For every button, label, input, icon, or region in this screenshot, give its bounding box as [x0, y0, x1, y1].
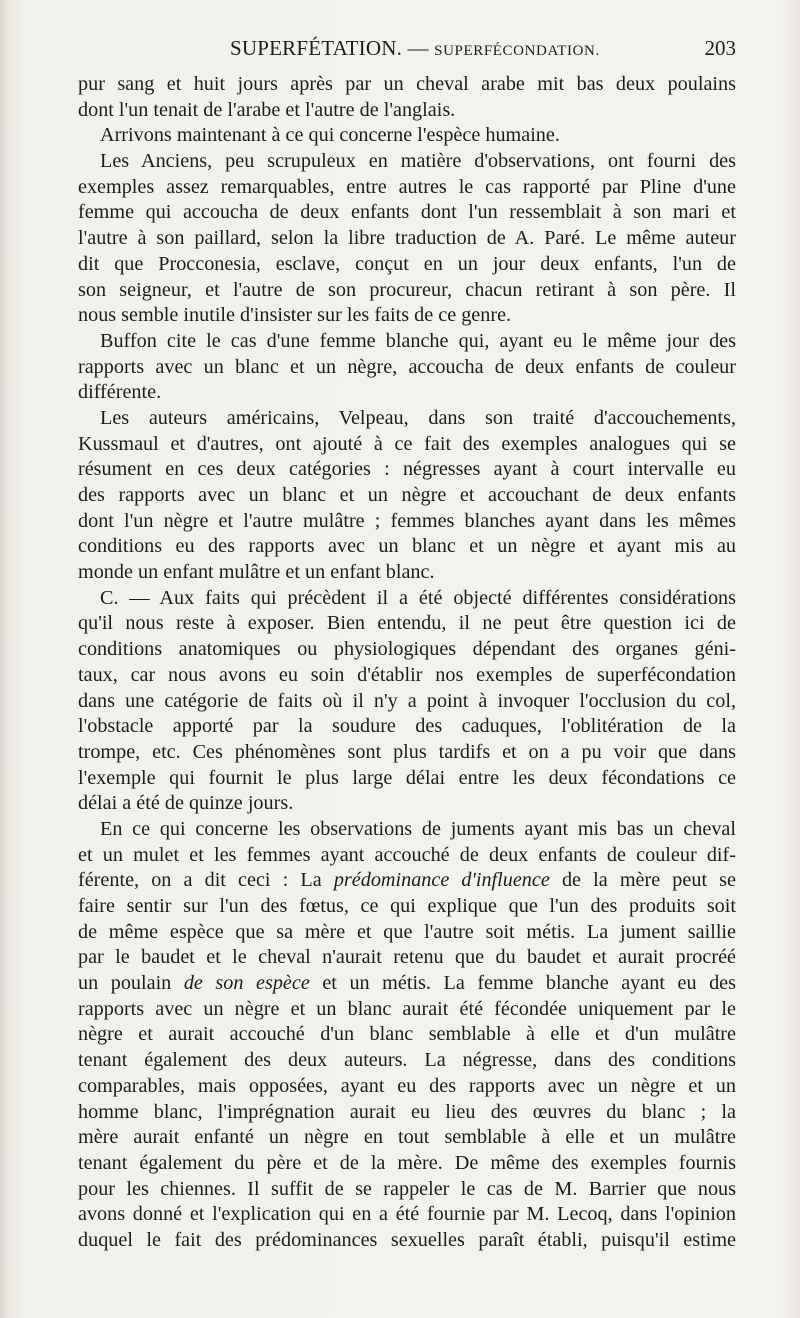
text-line: et un mulet et les femmes ayant accouché de deux enfants de couleur dif-: [78, 843, 736, 866]
text-line: par le baudet et le cheval n'aurait retenu que du baudet et aurait procréé: [78, 946, 736, 969]
text-line: tenant également des deux auteurs. La négresse, dans des conditions: [78, 1049, 736, 1072]
body-text: [78, 72, 736, 1254]
text-line: mère aurait enfanté un nègre en tout semblable à elle et un mulâtre: [78, 1126, 736, 1149]
text-line: l'autre à son paillard, selon la libre traduction de A. Paré. Le même auteur: [78, 227, 736, 250]
text-line: Kussmaul et d'autres, ont ajouté à ce fait des exemples analogues qui se: [78, 432, 736, 455]
italic-phrase: prédominance d'influence: [333, 869, 550, 892]
text-line: Les Anciens, peu scrupuleux en matière d'observations, ont fourni des: [100, 150, 736, 173]
text-line: son seigneur, et l'autre de son procureur, chacun retirant à son père. Il: [78, 278, 736, 301]
running-title: [230, 36, 600, 61]
italic-phrase: de son espèce: [183, 972, 310, 995]
running-header: [78, 36, 736, 66]
text-line: monde un enfant mulâtre et un enfant blanc.: [78, 561, 435, 584]
text-line: femme qui accoucha de deux enfants dont l'un ressemblait à son mari et: [78, 201, 736, 224]
text-line: conditions eu des rapports avec un blanc et un nègre et ayant mis au: [78, 535, 736, 558]
text-line: exemples assez remarquables, entre autres le cas rapporté par Pline d'une: [78, 175, 736, 198]
text-line: duquel le fait des prédominances sexuelles paraît établi, puisqu'il estime: [78, 1228, 736, 1251]
text-line: qu'il nous reste à exposer. Bien entendu, il ne peut être question ici de: [78, 612, 736, 635]
text-line: trompe, etc. Ces phénomènes sont plus tardifs et on a pu voir que dans: [78, 740, 736, 763]
text-line: délai a été de quinze jours.: [78, 792, 294, 815]
text-line: nègre et aurait accouché d'un blanc semblable à elle et d'un mulâtre: [78, 1023, 736, 1046]
text-line: avons donné et l'explication qui en a été fournie par M. Lecoq, dans l'opinion: [78, 1203, 736, 1226]
running-title-main: SUPERFÉTATION. —: [230, 36, 429, 60]
text-line: comparables, mais opposées, ayant eu des rapports avec un nègre et un: [78, 1074, 736, 1097]
text-line: férente, on a dit ceci : La prédominance d'influence de la mère peut se: [78, 869, 736, 892]
text-line: l'exemple qui fournit le plus large délai entre les deux fécondations ce: [78, 766, 736, 789]
text-line: différente.: [78, 381, 162, 404]
text-line: Les auteurs américains, Velpeau, dans son traité d'accouchements,: [100, 406, 736, 429]
page-number: 203: [704, 36, 736, 60]
text-line: un poulain de son espèce et un métis. La femme blanche ayant eu des: [78, 972, 736, 995]
text-line: nous semble inutile d'insister sur les faits de ce genre.: [78, 304, 512, 327]
text-line: dont l'un tenait de l'arabe et l'autre de l'anglais.: [78, 98, 456, 121]
text-line: dans une catégorie de faits où il n'y a point à invoquer l'occlusion du col,: [78, 689, 736, 712]
text-line: dit que Procconesia, esclave, conçut en un jour deux enfants, l'un de: [78, 252, 736, 275]
text-line: taux, car nous avons eu soin d'établir nos exemples de superfécondation: [78, 663, 736, 686]
text-line: Buffon cite le cas d'une femme blanche qui, ayant eu le même jour des: [100, 329, 736, 352]
text-line: des rapports avec un blanc et un nègre et accouchant de deux enfants: [78, 484, 736, 506]
text-line: En ce qui concerne les observations de juments ayant mis bas un cheval: [100, 817, 736, 840]
text-line: dont l'un nègre et l'autre mulâtre ; femmes blanches ayant dans les mêmes: [78, 509, 736, 532]
text-line: l'obstacle apporté par la soudure des caduques, l'oblitération de la: [78, 715, 736, 738]
text-line: faire sentir sur l'un des fœtus, ce qui explique que l'un des produits soit: [78, 895, 736, 917]
text-line: résument en ces deux catégories : négresses ayant à court intervalle eu: [78, 458, 736, 481]
text-line: pour les chiennes. Il suffit de se rappeler le cas de M. Barrier que nous: [78, 1177, 736, 1200]
running-title-sub: SUPERFÉCONDATION.: [434, 43, 600, 59]
text-line: rapports avec un blanc et un nègre, accoucha de deux enfants de couleur: [78, 355, 736, 378]
text-line: pur sang et huit jours après par un cheval arabe mit bas deux poulains: [78, 73, 736, 95]
text-line: C. — Aux faits qui précèdent il a été objecté différentes considérations: [100, 586, 736, 609]
text-line: conditions anatomiques ou physiologiques dépendant des organes géni-: [78, 638, 736, 661]
text-line: tenant également du père et de la mère. De même des exemples fournis: [78, 1151, 736, 1174]
text-line: rapports avec un nègre et un blanc aurait été fécondée uniquement par le: [78, 997, 736, 1020]
text-line: de même espèce que sa mère et que l'autre soit métis. La jument saillie: [78, 920, 736, 943]
text-line: Arrivons maintenant à ce qui concerne l'espèce humaine.: [100, 124, 560, 147]
text-line: homme blanc, l'imprégnation aurait eu lieu des œuvres du blanc ; la: [78, 1100, 736, 1123]
